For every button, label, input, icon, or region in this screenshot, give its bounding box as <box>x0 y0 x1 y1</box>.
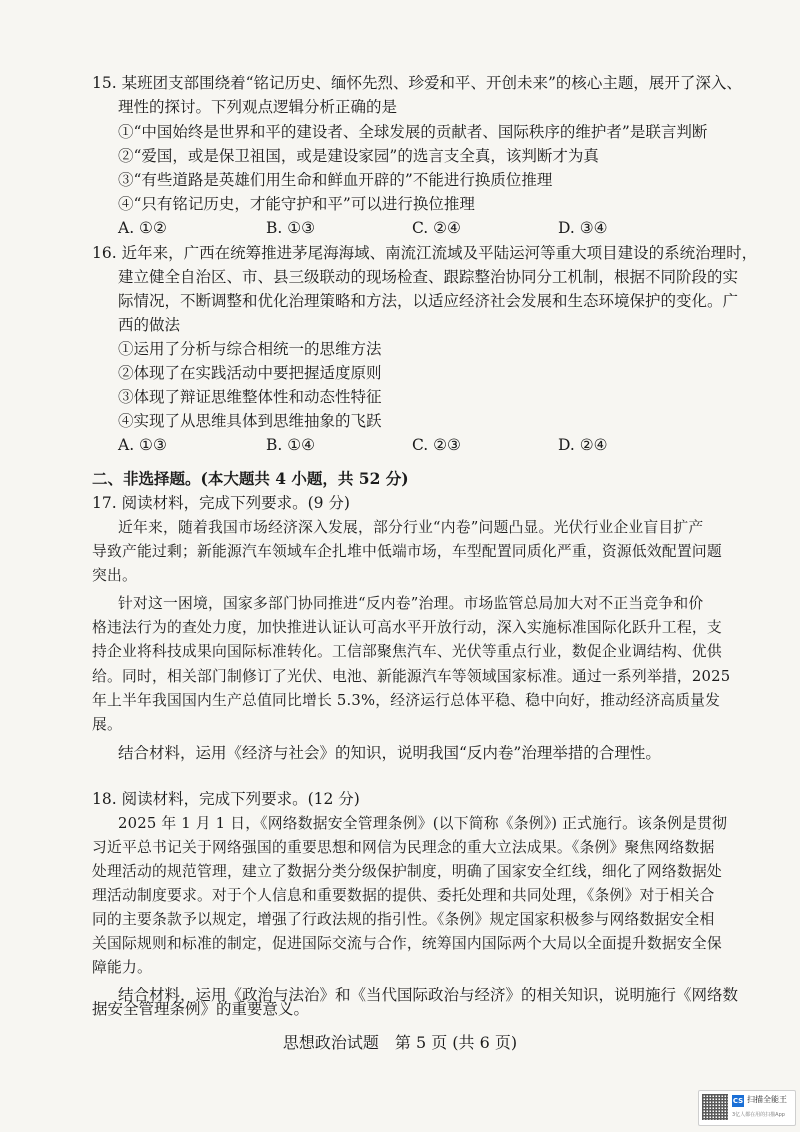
q15-statement-3: ③“有些道路是英雄们用生命和鲜血开辟的”不能进行换质位推理 <box>118 171 553 189</box>
q16-stem-line4: 西的做法 <box>118 316 181 334</box>
section-2-heading: 二、非选择题。(本大题共 4 小题，共 52 分) <box>92 469 409 488</box>
q16-stem-line1: 16. 近年来，广西在统筹推进茅尾海海域、南流江流域及平陆运河等重大项目建设的系统治理时， <box>92 244 758 262</box>
q16-statement-1: ①运用了分析与综合相统一的思维方法 <box>118 340 382 358</box>
q17-material-p2-line5: 年上半年我国国内生产总值同比增长 5.3%，经济运行总体平稳、稳中向好，推动经济高质量发 <box>92 692 721 709</box>
q15-stem-line1: 15. 某班团支部围绕着“铭记历史、缅怀先烈、珍爱和平、开创未来”的核心主题，展开了深入、 <box>92 74 742 92</box>
q15-statement-1: ①“中国始终是世界和平的建设者、全球发展的贡献者、国际秩序的维护者”是联言判断 <box>118 123 708 141</box>
q17-material-p2-line2: 格违法行为的查处力度，加快推进认证认可高水平开放行动，深入实施标准国际化跃升工程，支 <box>92 619 722 636</box>
q17-material-p1-line3: 突出。 <box>92 567 137 584</box>
q16-statement-2: ②体现了在实践活动中要把握适度原则 <box>118 364 382 382</box>
q18-material-line2: 习近平总书记关于网络强国的重要思想和网信为民理念的重大立法成果。《条例》聚焦网络数据 <box>92 839 715 856</box>
q18-material-line7: 障能力。 <box>92 959 152 976</box>
q15-statement-2: ②“爱国，或是保卫祖国，或是建设家园”的选言支全真，该判断才为真 <box>118 147 599 165</box>
q16-statement-3: ③体现了辩证思维整体性和动态性特征 <box>118 388 382 406</box>
q18-material-line5: 同的主要条款予以规定，增强了行政法规的指引性。《条例》规定国家积极参与网络数据安全相 <box>92 911 715 928</box>
q17-material-p1-line1: 近年来，随着我国市场经济深入发展，部分行业“内卷”问题凸显。光伏行业企业盲目扩产 <box>118 519 704 536</box>
q18-material-line1: 2025 年 1 月 1 日，《网络数据安全管理条例》(以下简称《条例》) 正式施行。该条例是贯彻 <box>118 815 728 832</box>
scanner-app-name: 扫描全能王 <box>747 1095 787 1104</box>
q16-stem-line3: 际情况，不断调整和优化治理策略和方法，以适应经济社会发展和生态环境保护的变化。广 <box>118 292 739 310</box>
q16-option-c[interactable]: C. ②③ <box>412 436 461 454</box>
q16-option-d[interactable]: D. ②④ <box>558 436 608 454</box>
scanner-app-tagline: 3亿人都在用的扫描App <box>732 1112 785 1118</box>
q18-task-line2: 据安全管理条例》的重要意义。 <box>92 1000 310 1018</box>
q17-material-p2-line6: 展。 <box>92 716 122 733</box>
q17-material-p1-line2: 导致产能过剩；新能源汽车领域车企扎堆中低端市场，车型配置同质化严重，资源低效配置问题 <box>92 543 722 560</box>
q17-material-p2-line1: 针对这一困境，国家多部门协同推进“反内卷”治理。市场监管总局加大对不正当竞争和价 <box>118 595 704 612</box>
q16-option-a[interactable]: A. ①③ <box>118 436 167 454</box>
q18-material-line3: 处理活动的规范管理，建立了数据分类分级保护制度，明确了国家安全红线，细化了网络数据处 <box>92 863 722 880</box>
q15-option-b[interactable]: B. ①③ <box>266 219 316 237</box>
q17-heading: 17. 阅读材料，完成下列要求。(9 分) <box>92 494 350 512</box>
q16-stem-line2: 建立健全自治区、市、县三级联动的现场检查、跟踪整治协同分工机制，根据不同阶段的实 <box>118 268 739 286</box>
scanner-watermark <box>698 1090 796 1126</box>
q18-material-line6: 关国际规则和标准的制定，促进国际交流与合作，统筹国内国际两个大局以全面提升数据安全保 <box>92 935 722 952</box>
q15-stem-line2: 理性的探讨。下列观点逻辑分析正确的是 <box>118 98 398 116</box>
qr-code-icon <box>702 1094 728 1120</box>
q15-statement-4: ④“只有铭记历史，才能守护和平”可以进行换位推理 <box>118 195 475 213</box>
q16-option-b[interactable]: B. ①④ <box>266 436 316 454</box>
camscanner-logo: CS <box>732 1097 744 1105</box>
q17-material-p2-line4: 给。同时，相关部门制修订了光伏、电池、新能源汽车等领域国家标准。通过一系列举措，2025 <box>92 668 731 685</box>
page-footer: 思想政治试题 第 5 页 (共 6 页) <box>282 1033 518 1052</box>
q15-option-d[interactable]: D. ③④ <box>558 219 608 237</box>
q17-material-p2-line3: 持企业将科技成果向国际标准转化。工信部聚焦汽车、光伏等重点行业，数促企业调结构、优供 <box>92 643 722 660</box>
q16-statement-4: ④实现了从思维具体到思维抽象的飞跃 <box>118 412 382 430</box>
q18-material-line4: 理活动制度要求。对于个人信息和重要数据的提供、委托处理和共同处理，《条例》对于相关合 <box>92 887 715 904</box>
q18-heading: 18. 阅读材料，完成下列要求。(12 分) <box>92 790 360 808</box>
q18-task-line1: 结合材料，运用《政治与法治》和《当代国际政治与经济》的相关知识，说明施行《网络数 <box>118 986 739 1004</box>
q15-option-c[interactable]: C. ②④ <box>412 219 461 237</box>
q17-task: 结合材料，运用《经济与社会》的知识，说明我国“反内卷”治理举措的合理性。 <box>118 744 661 762</box>
q15-option-a[interactable]: A. ①② <box>118 219 167 237</box>
